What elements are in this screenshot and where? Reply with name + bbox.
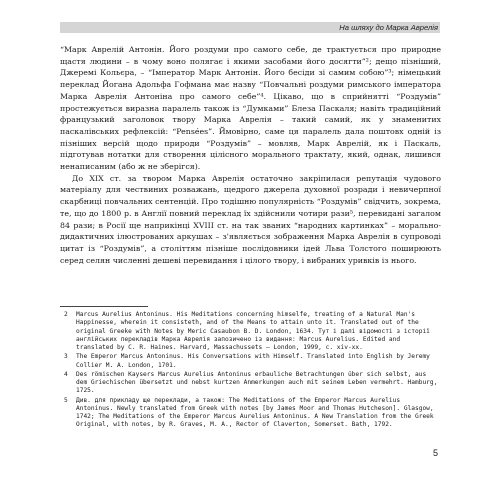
footnote-number: 4 — [64, 370, 68, 378]
footnotes — [60, 311, 441, 431]
main-text — [60, 44, 441, 266]
footnote-number: 5 — [64, 396, 68, 404]
paragraph: “Марк Аврелій Антонін. Його роздуми про самого себе, де трактується про природне щастя людини – в чому воно полягає і якими засобами його досягти”²; дещо пізніший, Джеремі Кольєра, – “Імператор Марк Антонін. Його бесіди зі самим собою”³; німецький переклад Йоганa Адольфа Гофмана має назву “Повчальні роздуми римського імператора Марка Аврелія Антоніна про самого себе”⁴. Цікаво, що в сприйнятті “Роздумів” простежується виразна паралель також із “Думками” Блеза Паскаля; навіть традиційний французький заголовок твору Марка Аврелія – такий самий, як у знаменитих паскалівських рефлексій: “Pensées”. Ймовірно, саме ця паралель дала поштовх одній із пізніших версій щодо природи “Роздумів” – мовляв, Марк Аврелій, як і Паскаль, підготував нотатки для створення цілісного морального трактату, який, однак, лишився ненаписаним (або ж не зберігся). — [60, 45, 441, 172]
footnote — [60, 397, 441, 430]
footnote-divider — [60, 306, 148, 307]
footnote-number: 2 — [64, 311, 68, 318]
footnote — [60, 371, 441, 396]
footnote — [60, 353, 441, 370]
footnote-text: The Emperor Marcus Antoninus. His Conversations with Himself. Translated into English by Jeremy Collier M. A. London, 1701. — [76, 353, 430, 369]
footnote-number: 3 — [64, 353, 68, 361]
footnote — [60, 311, 441, 352]
footnote-text: Des römischen Kaysers Marcus Aurelius Antoninus erbauliche Betrachtungen über sich selbst, aus dem Griechischen übersetzt und nebst kurtzen Anmerkungen auch mit seinem Leben vermehrt. Hamburg, 1725. — [76, 370, 438, 395]
running-header-title: На шляху до Марка Аврелія — [339, 23, 438, 32]
page-number: 5 — [432, 448, 438, 458]
footnote-text: Marcus Aurelius Antoninus. His Meditations concerning himselfe, treating of a Natural Man's Happinesse, wherein it consisteth, and of the Means to attain unto it. Translated out of the original Greeke with Notes by Meric Casaubon B. D. London, 1634. Тут і далі відомості з історії англійських перекладів Марка Аврелія запозичено із видання: Marcus Aurelius. Edited and translated by C. R. Haines. Harvard, Massachussets – London, 1999, c. xiv-xx. — [76, 311, 430, 351]
paragraph: До XIX ст. за твором Марка Аврелія остаточно закріпилася репутація чудового матеріалу для чествиних розважань, щедрого джерела духовної розради і невичерпної скарбниці повчальних сентенцій. Про тодішню популярність “Роздумів” свідчить, зокрема, те, що до 1800 р. в Англії повний переклад їх здійснили чотири рази⁵, перевидані загалом 84 рази; в Росії ще наприкінці XVIII ст. на так званих “народних картинках” – морально-дидактичних ілюстрованих аркушах – з'являється зображення Марка Аврелія в супроводі цитат із “Роздумів”, а століттям пізніше послідовники ідей Льва Толстого поширюють серед селян численні дешеві перевидання і цілого твору, і вибраних уривків із нього. — [60, 173, 441, 265]
footnote-text: Див. для прикладу ще переклади, а також: The Meditations of the Emperor Marcus Aurelius Antoninus. Newly translated from Greek with notes [by James Moor and Thomas Hutcheson]. Glasgow, 1742; The Meditations of the Emperor Marcus Aurelius Antoninus. A New Translation from the Greek Original, with notes, by R. Graves, M. A., Rector of Claverton, Somerset. Bath, 1792. — [76, 396, 434, 429]
